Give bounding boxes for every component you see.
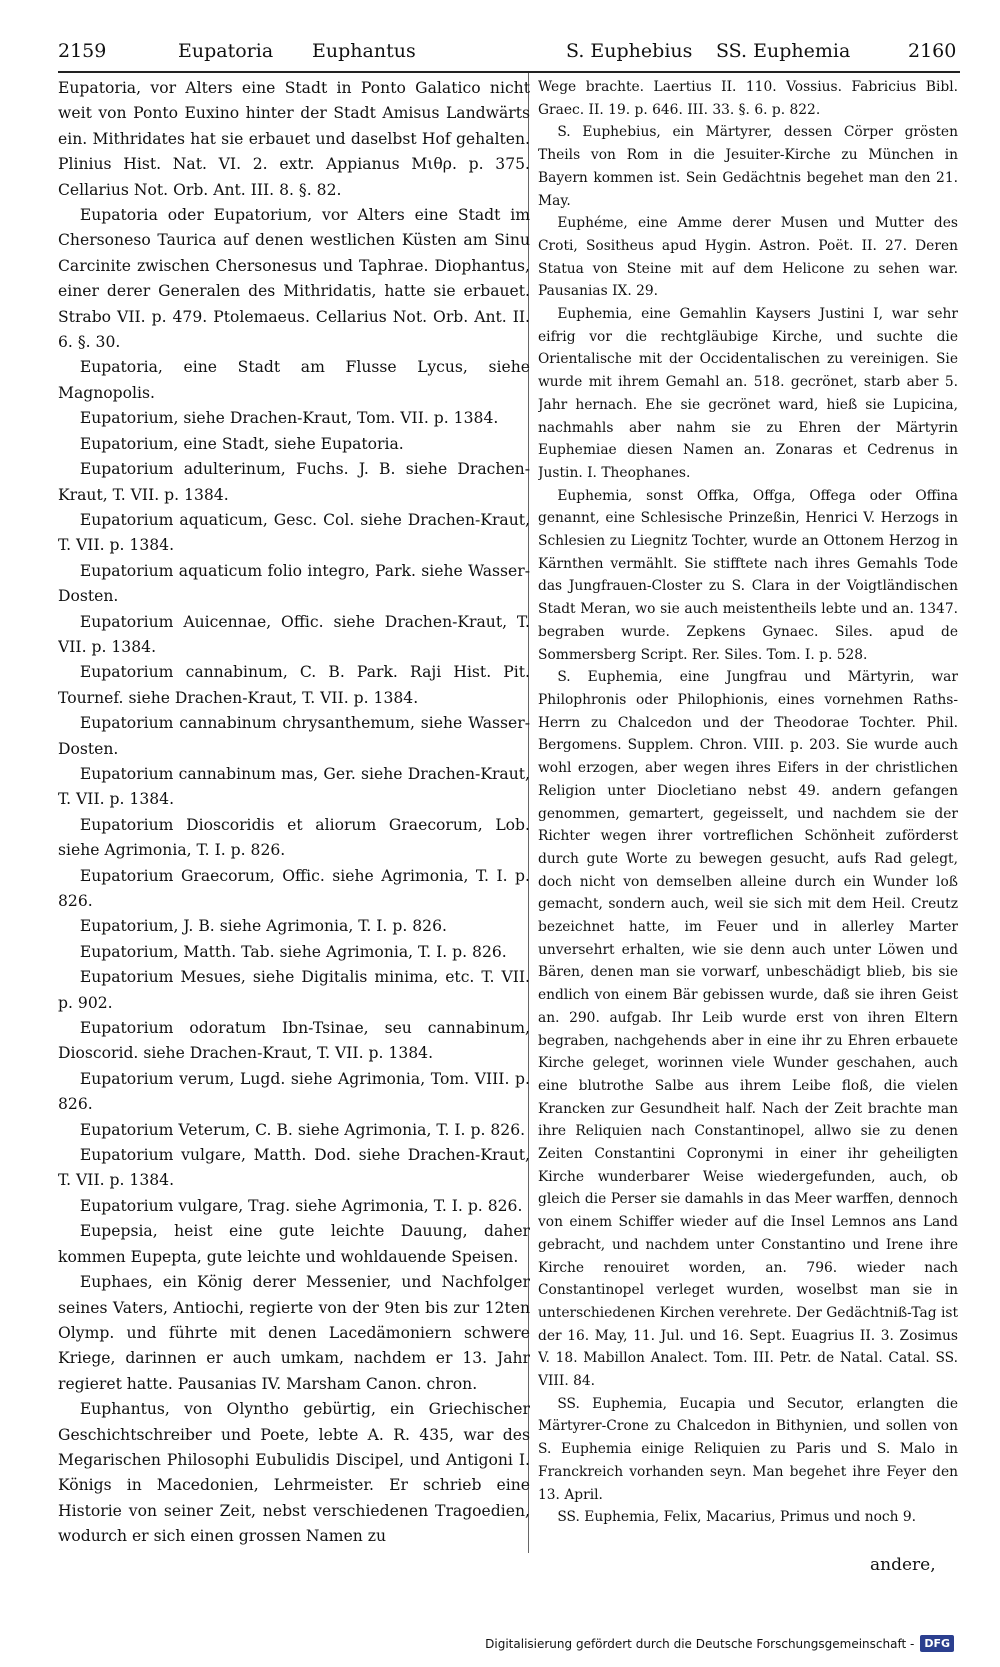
entry: Eupatorium Veterum, C. B. siehe Agrimonia, T. I. p. 826. — [79, 1120, 526, 1139]
entry: SS. Euphemia, Eucapia und Secutor, erlangten die Märtyrer-Crone zu Chalcedon in Bithynien, und sollen von S. Euphemia einige Reliquien zu Paris und S. Malo in Franckreich vorhanden seyn. Man begehet ihre Feyer den 13. April. — [538, 1395, 958, 1503]
header-keyword-right-1: S. Euphebius — [566, 40, 693, 62]
right-column — [538, 76, 958, 1556]
entry: Euphemia, eine Gemahlin Kaysers Justini I, war sehr eifrig vor die rechtgläubige Kirche, und suchte die Orientalische mit der Occidentalischen zu vereinigen. Sie wurde mit ihrem Gemahl an. 518. gecrönet, starb aber 5. Jahr hernach. Ehe sie gecrönet ward, hieß sie Lupicina, nachmahls aber nahm sie zu Ehren der Märtyrin Euphemiae diesen Namen an. Zonaras et Cedrenus in Justin. I. Theophanes. — [538, 306, 958, 481]
entry: Eupatorium adulterinum, Fuchs. J. B. siehe Drachen-Kraut, T. VII. p. 1384. — [58, 460, 530, 504]
header-rule — [58, 71, 960, 73]
entry: Eupatorium, eine Stadt, siehe Eupatoria. — [79, 434, 404, 453]
header-keyword-left-1: Eupatoria — [178, 40, 274, 62]
entry: Wege brachte. Laertius II. 110. Vossius. Fabricius Bibl. Graec. II. 19. p. 646. III. 33. §. 6. p. 822. — [538, 79, 958, 118]
catchword: andere, — [870, 1555, 936, 1575]
running-header — [58, 36, 958, 66]
header-keyword-left-2: Euphantus — [312, 40, 416, 62]
entry: Eupatorium vulgare, Trag. siehe Agrimonia, T. I. p. 826. — [79, 1196, 523, 1215]
entry: S. Euphebius, ein Märtyrer, dessen Cörper grösten Theils von Rom in die Jesuiter-Kirche zu München in Bayern kommen ist. Sein Gedächtnis begehet man den 21. May. — [538, 124, 958, 209]
page-number-left: 2159 — [58, 40, 107, 62]
entry: Eupatoria, vor Alters eine Stadt in Ponto Galatico nicht weit von Ponto Euxino hinter der Stadt Amisus Landwärts ein. Mithridates hat sie erbauet und daselbst Hof gehalten. Plinius Hist. Nat. VI. 2. extr. Appianus Mιθρ. p. 375. Cellarius Not. Orb. Ant. III. 8. §. 82. — [58, 79, 530, 199]
entry: Eupatorium Auicennae, Offic. siehe Drachen-Kraut, T. VII. p. 1384. — [58, 612, 530, 656]
entry: Eupatorium cannabinum mas, Ger. siehe Drachen-Kraut, T. VII. p. 1384. — [58, 764, 530, 809]
entry: Eupatorium, Matth. Tab. siehe Agrimonia, T. I. p. 826. — [79, 942, 507, 961]
footer-text: Digitalisierung gefördert durch die Deutsche Forschungsgemeinschaft - — [485, 1636, 915, 1651]
entry: Eupepsia, heist eine gute leichte Dauung, daher kommen Eupepta, gute leichte und wohldauende Speisen. — [58, 1222, 530, 1266]
entry: Eupatorium vulgare, Matth. Dod. siehe Drachen-Kraut, T. VII. p. 1384. — [58, 1146, 530, 1190]
entry: Eupatorium, J. B. siehe Agrimonia, T. I. p. 826. — [79, 917, 447, 936]
entry: Eupatorium Mesues, siehe Digitalis minima, etc. T. VII. p. 902. — [58, 968, 530, 1012]
entry: Eupatorium cannabinum, C. B. Park. Raji Hist. Pit. Tournef. siehe Drachen-Kraut, T. VII. p. 1384. — [58, 663, 530, 707]
entry: S. Euphemia, eine Jungfrau und Märtyrin, war Philophronis oder Philophionis, eines vornehmen Raths-Herrn zu Chalcedon und der Theodorae Tochter. Phil. Bergomens. Supplem. Chron. VIII. p. 203. Sie wurde auch wohl erzogen, aber wegen ihres Eifers in der christlichen Religion unter Diocletiano nebst 49. andern gefangen genommen, gemartert, gegeisselt, und nachdem sie der Richter wegen ihrer vortreflichen Schönheit zuförderst durch gute Worte zu bewegen gesucht, aufs Rad gelegt, doch nicht von demselben alleine durch ein Wunder loß gemacht, sondern auch, weil sie sich mit dem Heil. Creutz bezeichnet hatte, im Feuer und in allerley Marter unversehrt erhalten, wie sie denn auch unter Löwen und Bären, denen man sie vorwarf, unbeschädigt blieb, bis sie endlich von einem Bär gebissen wurde, daß sie ihren Geist an. 290. aufgab. Ihr Leib wurde erst von ihren Eltern begraben, nachgehends aber in eine ihr zu Ehren erbauete Kirche geleget, worinnen viele Wunder geschahen, auch eine blutrothe Salbe aus ihrem Leibe floß, die vielen Krancken zur Gesundheit half. Nach der Zeit brachte man ihre Reliquien nach Constantinopel, allwo sie zu denen Zeiten Constantini Copronymi in einer ihr geheiligten Kirche wunderbarer Weise wiedergefunden, auch, ob gleich die Perser sie damahls in das Meer warffen, dennoch von einem Schiffer wieder auf die Insel Lemnos ans Land gebracht, und nachdem unter Constantino und Irene ihre Kirche renouiret worden, an. 796. wieder nach Constantinopel verleget wurden, woselbst man sie in unterschiedenen Kirchen verehrete. Der Gedächtniß-Tag ist der 16. May, 11. Jul. und 16. Sept. Euagrius II. 3. Zosimus V. 18. Mabillon Analect. Tom. III. Petr. de Natal. Catal. SS. VIII. 84. — [538, 669, 958, 1390]
entry: Eupatorium cannabinum chrysanthemum, siehe Wasser-Dosten. — [58, 714, 530, 758]
header-keyword-right-2: SS. Euphemia — [716, 40, 851, 62]
left-column — [58, 76, 530, 1556]
entry: Euphantus, von Olyntho gebürtig, ein Griechischer Geschichtschreiber und Poete, lebte A. R. 435, war des Megarischen Philosophi Eubulidis Discipel, und Antigoni I. Königs in Macedonien, Lehrmeister. Er schrieb eine Historie von seiner Zeit, nebst verschiedenen Tragoedien, wodurch er sich einen grossen Namen zu — [58, 1400, 530, 1546]
entry: Eupatorium Dioscoridis et aliorum Graecorum, Lob. siehe Agrimonia, T. I. p. 826. — [58, 815, 530, 860]
entry: Eupatoria oder Eupatorium, vor Alters eine Stadt im Chersoneso Taurica auf denen westlichen Küsten am Sinu Carcinite zwischen Chersonesus und Taphrae. Diophantus, einer derer Generalen des Mithridatis, hatte sie erbauet. Strabo VII. p. 479. Ptolemaeus. Cellarius Not. Orb. Ant. II. 6. §. 30. — [58, 206, 530, 352]
entry: Eupatorium verum, Lugd. siehe Agrimonia, Tom. VIII. p. 826. — [58, 1069, 530, 1114]
entry: Eupatorium, siehe Drachen-Kraut, Tom. VII. p. 1384. — [79, 409, 499, 428]
entry: Eupatorium odoratum Ibn-Tsinae, seu cannabinum, Dioscorid. siehe Drachen-Kraut, T. VII. p. 1384. — [58, 1019, 530, 1063]
entry: Euphéme, eine Amme derer Musen und Mutter des Croti, Sositheus apud Hygin. Astron. Poët. II. 27. Deren Statua von Steine mit auf dem Helicone zu sehen war. Pausanias IX. 29. — [538, 215, 958, 300]
footer — [485, 1635, 954, 1652]
entry: Eupatorium Graecorum, Offic. siehe Agrimonia, T. I. p. 826. — [58, 866, 530, 910]
dfg-logo: DFG — [920, 1635, 954, 1652]
page-number-right: 2160 — [908, 40, 957, 62]
entry: Eupatorium aquaticum folio integro, Park. siehe Wasser-Dosten. — [58, 561, 530, 606]
entry: Euphaes, ein König derer Messenier, und Nachfolger seines Vaters, Antiochi, regierte von der 9ten bis zur 12ten Olymp. und führte mit denen Lacedämoniern schwere Kriege, darinnen er auch umkam, nachdem er 13. Jahr regieret hatte. Pausanias IV. Marsham Canon. chron. — [58, 1273, 530, 1393]
entry: Euphemia, sonst Offka, Offga, Offega oder Offina genannt, eine Schlesische Prinzeßin, Henrici V. Herzogs in Schlesien zu Liegnitz Tochter, wurde an Ottonem Herzog in Kärnthen vermählt. Sie stifftete nach ihres Gemahls Tode das Jungfrauen-Closter zu S. Clara in der Voigtländischen Stadt Meran, wo sie auch meistentheils lebte und an. 1347. begraben wurde. Zepkens Gynaec. Siles. apud de Sommersberg Script. Rer. Siles. Tom. I. p. 528. — [538, 487, 958, 663]
entry: Eupatoria, eine Stadt am Flusse Lycus, siehe Magnopolis. — [58, 358, 530, 402]
entry: Eupatorium aquaticum, Gesc. Col. siehe Drachen-Kraut, T. VII. p. 1384. — [58, 510, 530, 555]
entry: SS. Euphemia, Felix, Macarius, Primus und noch 9. — [557, 1509, 917, 1526]
